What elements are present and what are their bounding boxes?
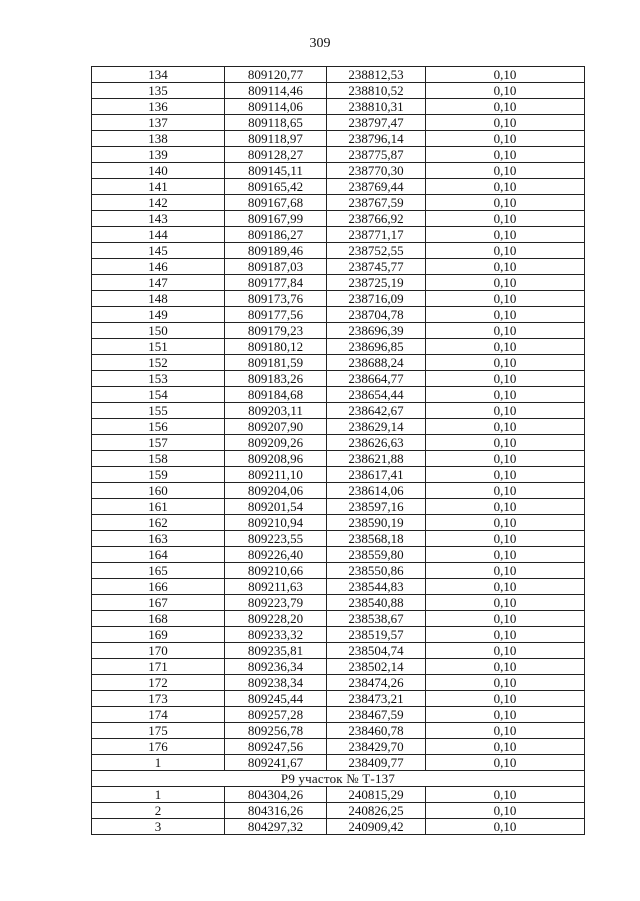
point-number-cell: 151 [92, 339, 225, 355]
accuracy-cell: 0,10 [426, 435, 585, 451]
accuracy-cell: 0,10 [426, 707, 585, 723]
point-number-cell: 135 [92, 83, 225, 99]
y-coordinate-cell: 238716,09 [327, 291, 426, 307]
point-number-cell: 170 [92, 643, 225, 659]
table-row [92, 803, 585, 819]
x-coordinate-cell: 809187,03 [225, 259, 327, 275]
table-row [92, 131, 585, 147]
x-coordinate-cell: 809177,84 [225, 275, 327, 291]
y-coordinate-cell: 238559,80 [327, 547, 426, 563]
y-coordinate-cell: 238474,26 [327, 675, 426, 691]
x-coordinate-cell: 809201,54 [225, 499, 327, 515]
point-number-cell: 1 [92, 755, 225, 771]
table-row [92, 531, 585, 547]
y-coordinate-cell: 238642,67 [327, 403, 426, 419]
table-row [92, 483, 585, 499]
y-coordinate-cell: 238617,41 [327, 467, 426, 483]
accuracy-cell: 0,10 [426, 515, 585, 531]
x-coordinate-cell: 809183,26 [225, 371, 327, 387]
accuracy-cell: 0,10 [426, 787, 585, 803]
y-coordinate-cell: 238621,88 [327, 451, 426, 467]
table-row [92, 739, 585, 755]
y-coordinate-cell: 238467,59 [327, 707, 426, 723]
accuracy-cell: 0,10 [426, 803, 585, 819]
y-coordinate-cell: 238767,59 [327, 195, 426, 211]
y-coordinate-cell: 238519,57 [327, 627, 426, 643]
point-number-cell: 152 [92, 355, 225, 371]
x-coordinate-cell: 809118,97 [225, 131, 327, 147]
table-row [92, 611, 585, 627]
x-coordinate-cell: 809208,96 [225, 451, 327, 467]
point-number-cell: 158 [92, 451, 225, 467]
y-coordinate-cell: 238626,63 [327, 435, 426, 451]
point-number-cell: 148 [92, 291, 225, 307]
x-coordinate-cell: 809114,06 [225, 99, 327, 115]
y-coordinate-cell: 238696,85 [327, 339, 426, 355]
accuracy-cell: 0,10 [426, 67, 585, 83]
y-coordinate-cell: 238568,18 [327, 531, 426, 547]
y-coordinate-cell: 238538,67 [327, 611, 426, 627]
point-number-cell: 143 [92, 211, 225, 227]
table-row [92, 83, 585, 99]
accuracy-cell: 0,10 [426, 595, 585, 611]
point-number-cell: 150 [92, 323, 225, 339]
y-coordinate-cell: 238796,14 [327, 131, 426, 147]
x-coordinate-cell: 809165,42 [225, 179, 327, 195]
coordinates-table [91, 66, 585, 835]
y-coordinate-cell: 238614,06 [327, 483, 426, 499]
table-row [92, 467, 585, 483]
point-number-cell: 164 [92, 547, 225, 563]
y-coordinate-cell: 238429,70 [327, 739, 426, 755]
y-coordinate-cell: 238550,86 [327, 563, 426, 579]
point-number-cell: 165 [92, 563, 225, 579]
table-row [92, 643, 585, 659]
x-coordinate-cell: 809209,26 [225, 435, 327, 451]
y-coordinate-cell: 238597,16 [327, 499, 426, 515]
y-coordinate-cell: 238409,77 [327, 755, 426, 771]
accuracy-cell: 0,10 [426, 563, 585, 579]
point-number-cell: 149 [92, 307, 225, 323]
page-number: 309 [309, 36, 331, 51]
accuracy-cell: 0,10 [426, 259, 585, 275]
point-number-cell: 166 [92, 579, 225, 595]
accuracy-cell: 0,10 [426, 643, 585, 659]
y-coordinate-cell: 238812,53 [327, 67, 426, 83]
accuracy-cell: 0,10 [426, 675, 585, 691]
table-row [92, 275, 585, 291]
accuracy-cell: 0,10 [426, 355, 585, 371]
table-row [92, 659, 585, 675]
x-coordinate-cell: 809204,06 [225, 483, 327, 499]
table-row [92, 451, 585, 467]
y-coordinate-cell: 238504,74 [327, 643, 426, 659]
y-coordinate-cell: 238540,88 [327, 595, 426, 611]
x-coordinate-cell: 809247,56 [225, 739, 327, 755]
table-row [92, 371, 585, 387]
y-coordinate-cell: 238766,92 [327, 211, 426, 227]
table-row [92, 435, 585, 451]
point-number-cell: 157 [92, 435, 225, 451]
x-coordinate-cell: 809181,59 [225, 355, 327, 371]
y-coordinate-cell: 238810,31 [327, 99, 426, 115]
x-coordinate-cell: 809120,77 [225, 67, 327, 83]
x-coordinate-cell: 809128,27 [225, 147, 327, 163]
table-row [92, 419, 585, 435]
x-coordinate-cell: 809145,11 [225, 163, 327, 179]
accuracy-cell: 0,10 [426, 739, 585, 755]
x-coordinate-cell: 809245,44 [225, 691, 327, 707]
accuracy-cell: 0,10 [426, 691, 585, 707]
x-coordinate-cell: 809241,67 [225, 755, 327, 771]
accuracy-cell: 0,10 [426, 147, 585, 163]
point-number-cell: 1 [92, 787, 225, 803]
accuracy-cell: 0,10 [426, 611, 585, 627]
accuracy-cell: 0,10 [426, 323, 585, 339]
point-number-cell: 167 [92, 595, 225, 611]
accuracy-cell: 0,10 [426, 499, 585, 515]
table-row [92, 563, 585, 579]
x-coordinate-cell: 809167,99 [225, 211, 327, 227]
point-number-cell: 2 [92, 803, 225, 819]
point-number-cell: 169 [92, 627, 225, 643]
y-coordinate-cell: 238460,78 [327, 723, 426, 739]
x-coordinate-cell: 804297,32 [225, 819, 327, 835]
table-row [92, 211, 585, 227]
y-coordinate-cell: 238770,30 [327, 163, 426, 179]
accuracy-cell: 0,10 [426, 547, 585, 563]
accuracy-cell: 0,10 [426, 755, 585, 771]
accuracy-cell: 0,10 [426, 179, 585, 195]
x-coordinate-cell: 809167,68 [225, 195, 327, 211]
y-coordinate-cell: 238775,87 [327, 147, 426, 163]
accuracy-cell: 0,10 [426, 99, 585, 115]
x-coordinate-cell: 809238,34 [225, 675, 327, 691]
y-coordinate-cell: 240815,29 [327, 787, 426, 803]
x-coordinate-cell: 809203,11 [225, 403, 327, 419]
table-row [92, 243, 585, 259]
point-number-cell: 174 [92, 707, 225, 723]
x-coordinate-cell: 809210,66 [225, 563, 327, 579]
table-row [92, 579, 585, 595]
x-coordinate-cell: 809173,76 [225, 291, 327, 307]
accuracy-cell: 0,10 [426, 659, 585, 675]
point-number-cell: 161 [92, 499, 225, 515]
accuracy-cell: 0,10 [426, 291, 585, 307]
y-coordinate-cell: 238502,14 [327, 659, 426, 675]
accuracy-cell: 0,10 [426, 419, 585, 435]
x-coordinate-cell: 809226,40 [225, 547, 327, 563]
point-number-cell: 138 [92, 131, 225, 147]
table-row [92, 259, 585, 275]
x-coordinate-cell: 804304,26 [225, 787, 327, 803]
x-coordinate-cell: 809210,94 [225, 515, 327, 531]
y-coordinate-cell: 238752,55 [327, 243, 426, 259]
table-row [92, 163, 585, 179]
x-coordinate-cell: 809177,56 [225, 307, 327, 323]
y-coordinate-cell: 238810,52 [327, 83, 426, 99]
table-row [92, 115, 585, 131]
x-coordinate-cell: 809180,12 [225, 339, 327, 355]
accuracy-cell: 0,10 [426, 371, 585, 387]
y-coordinate-cell: 238745,77 [327, 259, 426, 275]
x-coordinate-cell: 809228,20 [225, 611, 327, 627]
y-coordinate-cell: 238629,14 [327, 419, 426, 435]
point-number-cell: 153 [92, 371, 225, 387]
x-coordinate-cell: 809223,79 [225, 595, 327, 611]
x-coordinate-cell: 809257,28 [225, 707, 327, 723]
y-coordinate-cell: 238696,39 [327, 323, 426, 339]
table-row [92, 195, 585, 211]
point-number-cell: 155 [92, 403, 225, 419]
table-row [92, 723, 585, 739]
point-number-cell: 176 [92, 739, 225, 755]
x-coordinate-cell: 809114,46 [225, 83, 327, 99]
table-row [92, 515, 585, 531]
table-row [92, 99, 585, 115]
x-coordinate-cell: 809211,10 [225, 467, 327, 483]
section-header-row [92, 771, 585, 787]
table-row [92, 675, 585, 691]
table-row [92, 179, 585, 195]
accuracy-cell: 0,10 [426, 579, 585, 595]
x-coordinate-cell: 809179,23 [225, 323, 327, 339]
y-coordinate-cell: 240826,25 [327, 803, 426, 819]
x-coordinate-cell: 809118,65 [225, 115, 327, 131]
accuracy-cell: 0,10 [426, 227, 585, 243]
x-coordinate-cell: 809186,27 [225, 227, 327, 243]
point-number-cell: 142 [92, 195, 225, 211]
point-number-cell: 145 [92, 243, 225, 259]
table-row [92, 691, 585, 707]
point-number-cell: 3 [92, 819, 225, 835]
y-coordinate-cell: 238664,77 [327, 371, 426, 387]
accuracy-cell: 0,10 [426, 211, 585, 227]
table-row [92, 755, 585, 771]
y-coordinate-cell: 238771,17 [327, 227, 426, 243]
section-title: Р9 участок № Т-137 [92, 771, 585, 787]
x-coordinate-cell: 809207,90 [225, 419, 327, 435]
table-row [92, 147, 585, 163]
accuracy-cell: 0,10 [426, 131, 585, 147]
y-coordinate-cell: 238544,83 [327, 579, 426, 595]
table-row [92, 323, 585, 339]
point-number-cell: 137 [92, 115, 225, 131]
x-coordinate-cell: 809236,34 [225, 659, 327, 675]
x-coordinate-cell: 804316,26 [225, 803, 327, 819]
accuracy-cell: 0,10 [426, 403, 585, 419]
table-row [92, 227, 585, 243]
accuracy-cell: 0,10 [426, 627, 585, 643]
accuracy-cell: 0,10 [426, 387, 585, 403]
point-number-cell: 160 [92, 483, 225, 499]
point-number-cell: 173 [92, 691, 225, 707]
y-coordinate-cell: 240909,42 [327, 819, 426, 835]
point-number-cell: 144 [92, 227, 225, 243]
y-coordinate-cell: 238473,21 [327, 691, 426, 707]
x-coordinate-cell: 809189,46 [225, 243, 327, 259]
table-row [92, 403, 585, 419]
table-row [92, 595, 585, 611]
x-coordinate-cell: 809233,32 [225, 627, 327, 643]
point-number-cell: 147 [92, 275, 225, 291]
accuracy-cell: 0,10 [426, 243, 585, 259]
coordinates-table-body [92, 67, 585, 835]
point-number-cell: 172 [92, 675, 225, 691]
x-coordinate-cell: 809256,78 [225, 723, 327, 739]
x-coordinate-cell: 809211,63 [225, 579, 327, 595]
point-number-cell: 159 [92, 467, 225, 483]
accuracy-cell: 0,10 [426, 451, 585, 467]
table-row [92, 819, 585, 835]
y-coordinate-cell: 238704,78 [327, 307, 426, 323]
accuracy-cell: 0,10 [426, 467, 585, 483]
point-number-cell: 175 [92, 723, 225, 739]
table-row [92, 547, 585, 563]
table-row [92, 307, 585, 323]
accuracy-cell: 0,10 [426, 819, 585, 835]
y-coordinate-cell: 238797,47 [327, 115, 426, 131]
table-row [92, 339, 585, 355]
point-number-cell: 134 [92, 67, 225, 83]
point-number-cell: 163 [92, 531, 225, 547]
table-row [92, 387, 585, 403]
accuracy-cell: 0,10 [426, 531, 585, 547]
point-number-cell: 139 [92, 147, 225, 163]
point-number-cell: 141 [92, 179, 225, 195]
point-number-cell: 154 [92, 387, 225, 403]
table-row [92, 291, 585, 307]
accuracy-cell: 0,10 [426, 83, 585, 99]
table-row [92, 499, 585, 515]
table-row [92, 627, 585, 643]
y-coordinate-cell: 238725,19 [327, 275, 426, 291]
accuracy-cell: 0,10 [426, 723, 585, 739]
accuracy-cell: 0,10 [426, 163, 585, 179]
accuracy-cell: 0,10 [426, 483, 585, 499]
point-number-cell: 140 [92, 163, 225, 179]
accuracy-cell: 0,10 [426, 195, 585, 211]
point-number-cell: 146 [92, 259, 225, 275]
table-row [92, 355, 585, 371]
y-coordinate-cell: 238769,44 [327, 179, 426, 195]
x-coordinate-cell: 809223,55 [225, 531, 327, 547]
table-row [92, 787, 585, 803]
table-row [92, 67, 585, 83]
point-number-cell: 168 [92, 611, 225, 627]
point-number-cell: 156 [92, 419, 225, 435]
accuracy-cell: 0,10 [426, 339, 585, 355]
table-row [92, 707, 585, 723]
accuracy-cell: 0,10 [426, 275, 585, 291]
x-coordinate-cell: 809184,68 [225, 387, 327, 403]
y-coordinate-cell: 238590,19 [327, 515, 426, 531]
point-number-cell: 136 [92, 99, 225, 115]
y-coordinate-cell: 238688,24 [327, 355, 426, 371]
y-coordinate-cell: 238654,44 [327, 387, 426, 403]
point-number-cell: 171 [92, 659, 225, 675]
accuracy-cell: 0,10 [426, 307, 585, 323]
point-number-cell: 162 [92, 515, 225, 531]
accuracy-cell: 0,10 [426, 115, 585, 131]
x-coordinate-cell: 809235,81 [225, 643, 327, 659]
